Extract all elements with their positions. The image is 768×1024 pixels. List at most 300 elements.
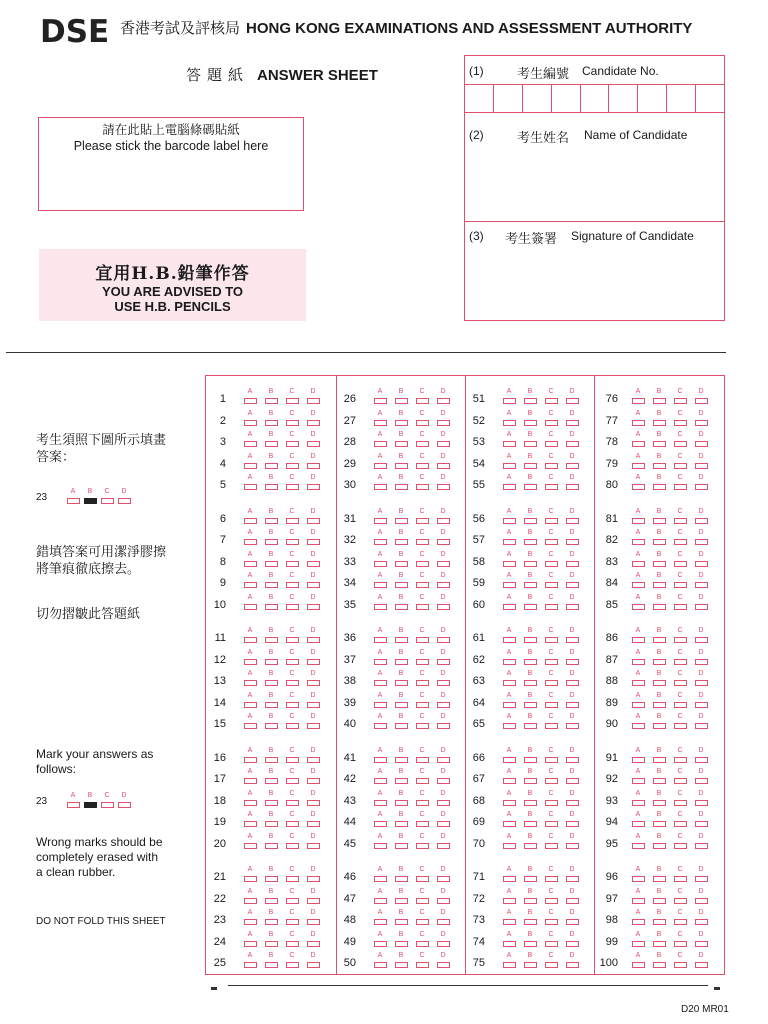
answer-bubble-c[interactable] bbox=[415, 625, 429, 645]
answer-bubble-c[interactable] bbox=[544, 451, 558, 471]
answer-bubble-a[interactable] bbox=[631, 527, 645, 547]
answer-bubble-b[interactable] bbox=[523, 451, 537, 471]
answer-bubble-a[interactable] bbox=[373, 950, 387, 970]
answer-bubble-d[interactable] bbox=[565, 527, 579, 547]
answer-bubble-c[interactable] bbox=[544, 527, 558, 547]
answer-bubble-c[interactable] bbox=[285, 625, 299, 645]
answer-bubble-a[interactable] bbox=[502, 864, 516, 884]
answer-bubble-c[interactable] bbox=[544, 766, 558, 786]
answer-bubble-d[interactable] bbox=[565, 745, 579, 765]
answer-bubble-c[interactable] bbox=[415, 766, 429, 786]
answer-bubble-d[interactable] bbox=[436, 745, 450, 765]
answer-bubble-d[interactable] bbox=[306, 950, 320, 970]
answer-bubble-d[interactable] bbox=[565, 451, 579, 471]
answer-bubble-d[interactable] bbox=[694, 451, 708, 471]
answer-bubble-b[interactable] bbox=[523, 408, 537, 428]
answer-bubble-b[interactable] bbox=[523, 864, 537, 884]
answer-bubble-b[interactable] bbox=[523, 592, 537, 612]
answer-bubble-d[interactable] bbox=[117, 486, 131, 506]
answer-bubble-b[interactable] bbox=[394, 950, 408, 970]
answer-bubble-c[interactable] bbox=[544, 647, 558, 667]
answer-bubble-c[interactable] bbox=[673, 570, 687, 590]
answer-bubble-d[interactable] bbox=[436, 950, 450, 970]
answer-bubble-b[interactable] bbox=[652, 886, 666, 906]
answer-bubble-b[interactable] bbox=[523, 690, 537, 710]
answer-bubble-d[interactable] bbox=[565, 429, 579, 449]
answer-bubble-a[interactable] bbox=[243, 451, 257, 471]
answer-bubble-a[interactable] bbox=[631, 647, 645, 667]
answer-bubble-c[interactable] bbox=[285, 429, 299, 449]
answer-bubble-b[interactable] bbox=[394, 831, 408, 851]
answer-bubble-b[interactable] bbox=[394, 788, 408, 808]
answer-bubble-d[interactable] bbox=[565, 386, 579, 406]
answer-bubble-a[interactable] bbox=[373, 907, 387, 927]
answer-bubble-d[interactable] bbox=[436, 549, 450, 569]
answer-bubble-b[interactable] bbox=[394, 886, 408, 906]
answer-bubble-a[interactable] bbox=[243, 570, 257, 590]
answer-bubble-b[interactable] bbox=[394, 592, 408, 612]
answer-bubble-d[interactable] bbox=[565, 625, 579, 645]
answer-bubble-a[interactable] bbox=[502, 549, 516, 569]
answer-bubble-c[interactable] bbox=[544, 831, 558, 851]
answer-bubble-b[interactable] bbox=[523, 506, 537, 526]
answer-bubble-c[interactable] bbox=[673, 745, 687, 765]
answer-bubble-c[interactable] bbox=[285, 831, 299, 851]
answer-bubble-a[interactable] bbox=[243, 809, 257, 829]
answer-bubble-b[interactable] bbox=[652, 472, 666, 492]
answer-bubble-b[interactable] bbox=[523, 549, 537, 569]
answer-bubble-c[interactable] bbox=[415, 386, 429, 406]
answer-bubble-a[interactable] bbox=[243, 429, 257, 449]
answer-bubble-c[interactable] bbox=[673, 907, 687, 927]
answer-bubble-a[interactable] bbox=[631, 549, 645, 569]
answer-bubble-d[interactable] bbox=[306, 386, 320, 406]
answer-bubble-b[interactable] bbox=[264, 408, 278, 428]
answer-bubble-d[interactable] bbox=[565, 570, 579, 590]
answer-bubble-d[interactable] bbox=[565, 788, 579, 808]
answer-bubble-a[interactable] bbox=[243, 506, 257, 526]
answer-bubble-c[interactable] bbox=[285, 668, 299, 688]
answer-bubble-b[interactable] bbox=[264, 766, 278, 786]
answer-bubble-c[interactable] bbox=[415, 570, 429, 590]
answer-bubble-b[interactable] bbox=[394, 408, 408, 428]
answer-bubble-d[interactable] bbox=[436, 668, 450, 688]
answer-bubble-d[interactable] bbox=[436, 570, 450, 590]
candidate-number-cell[interactable] bbox=[581, 85, 610, 112]
answer-bubble-c[interactable] bbox=[100, 486, 114, 506]
answer-bubble-d[interactable] bbox=[306, 711, 320, 731]
answer-bubble-a[interactable] bbox=[243, 592, 257, 612]
answer-bubble-d[interactable] bbox=[306, 809, 320, 829]
answer-bubble-c[interactable] bbox=[673, 625, 687, 645]
answer-bubble-a[interactable] bbox=[66, 486, 80, 506]
answer-bubble-b[interactable] bbox=[523, 950, 537, 970]
answer-bubble-b[interactable] bbox=[652, 625, 666, 645]
answer-bubble-b[interactable] bbox=[523, 386, 537, 406]
answer-bubble-c[interactable] bbox=[544, 472, 558, 492]
answer-bubble-c[interactable] bbox=[285, 690, 299, 710]
answer-bubble-b[interactable] bbox=[394, 472, 408, 492]
answer-bubble-a[interactable] bbox=[502, 907, 516, 927]
answer-bubble-d[interactable] bbox=[306, 506, 320, 526]
answer-bubble-c[interactable] bbox=[285, 592, 299, 612]
answer-bubble-b[interactable] bbox=[523, 929, 537, 949]
answer-bubble-c[interactable] bbox=[285, 451, 299, 471]
answer-bubble-a[interactable] bbox=[502, 766, 516, 786]
answer-bubble-a[interactable] bbox=[631, 429, 645, 449]
answer-bubble-c[interactable] bbox=[415, 592, 429, 612]
answer-bubble-c[interactable] bbox=[100, 790, 114, 810]
answer-bubble-d[interactable] bbox=[694, 711, 708, 731]
answer-bubble-d[interactable] bbox=[436, 788, 450, 808]
answer-bubble-c[interactable] bbox=[673, 788, 687, 808]
candidate-number-cell[interactable] bbox=[465, 85, 494, 112]
answer-bubble-d[interactable] bbox=[565, 506, 579, 526]
answer-bubble-a[interactable] bbox=[243, 950, 257, 970]
answer-bubble-c[interactable] bbox=[415, 950, 429, 970]
answer-bubble-a[interactable] bbox=[243, 549, 257, 569]
answer-bubble-a[interactable] bbox=[243, 647, 257, 667]
answer-bubble-b[interactable] bbox=[652, 451, 666, 471]
answer-bubble-a[interactable] bbox=[373, 745, 387, 765]
answer-bubble-c[interactable] bbox=[285, 788, 299, 808]
answer-bubble-d[interactable] bbox=[565, 592, 579, 612]
answer-bubble-b[interactable] bbox=[652, 809, 666, 829]
answer-bubble-b[interactable] bbox=[652, 766, 666, 786]
answer-bubble-c[interactable] bbox=[673, 929, 687, 949]
answer-bubble-c[interactable] bbox=[285, 527, 299, 547]
answer-bubble-d[interactable] bbox=[306, 549, 320, 569]
answer-bubble-a[interactable] bbox=[631, 690, 645, 710]
answer-bubble-b[interactable] bbox=[652, 429, 666, 449]
answer-bubble-d[interactable] bbox=[306, 647, 320, 667]
answer-bubble-b[interactable] bbox=[394, 711, 408, 731]
answer-bubble-a[interactable] bbox=[502, 886, 516, 906]
answer-bubble-c[interactable] bbox=[673, 549, 687, 569]
answer-bubble-d[interactable] bbox=[306, 766, 320, 786]
answer-bubble-a[interactable] bbox=[373, 386, 387, 406]
answer-bubble-d[interactable] bbox=[436, 886, 450, 906]
answer-bubble-c[interactable] bbox=[544, 809, 558, 829]
answer-bubble-d[interactable] bbox=[436, 690, 450, 710]
answer-bubble-b[interactable] bbox=[264, 788, 278, 808]
answer-bubble-a[interactable] bbox=[502, 592, 516, 612]
answer-bubble-a[interactable] bbox=[502, 711, 516, 731]
answer-bubble-a[interactable] bbox=[631, 472, 645, 492]
answer-bubble-b[interactable] bbox=[652, 570, 666, 590]
answer-bubble-a[interactable] bbox=[373, 766, 387, 786]
answer-bubble-c[interactable] bbox=[673, 408, 687, 428]
answer-bubble-b[interactable] bbox=[264, 527, 278, 547]
answer-bubble-d[interactable] bbox=[694, 472, 708, 492]
answer-bubble-b[interactable] bbox=[264, 929, 278, 949]
answer-bubble-b[interactable] bbox=[523, 711, 537, 731]
answer-bubble-a[interactable] bbox=[243, 625, 257, 645]
answer-bubble-b[interactable] bbox=[264, 451, 278, 471]
answer-bubble-b[interactable] bbox=[523, 527, 537, 547]
answer-bubble-a[interactable] bbox=[502, 809, 516, 829]
answer-bubble-a[interactable] bbox=[631, 506, 645, 526]
answer-bubble-a[interactable] bbox=[631, 451, 645, 471]
answer-bubble-b[interactable] bbox=[83, 790, 97, 810]
answer-bubble-b[interactable] bbox=[394, 766, 408, 786]
answer-bubble-b[interactable] bbox=[394, 570, 408, 590]
answer-bubble-b[interactable] bbox=[652, 788, 666, 808]
answer-bubble-c[interactable] bbox=[285, 506, 299, 526]
answer-bubble-a[interactable] bbox=[373, 831, 387, 851]
answer-bubble-a[interactable] bbox=[631, 668, 645, 688]
answer-bubble-a[interactable] bbox=[373, 408, 387, 428]
answer-bubble-c[interactable] bbox=[415, 690, 429, 710]
answer-bubble-d[interactable] bbox=[694, 788, 708, 808]
answer-bubble-a[interactable] bbox=[66, 790, 80, 810]
answer-bubble-a[interactable] bbox=[502, 788, 516, 808]
answer-bubble-b[interactable] bbox=[652, 549, 666, 569]
candidate-number-cell[interactable] bbox=[667, 85, 696, 112]
candidate-number-cell[interactable] bbox=[638, 85, 667, 112]
answer-bubble-b[interactable] bbox=[652, 527, 666, 547]
answer-bubble-a[interactable] bbox=[631, 592, 645, 612]
answer-bubble-d[interactable] bbox=[306, 886, 320, 906]
answer-bubble-c[interactable] bbox=[285, 929, 299, 949]
answer-bubble-a[interactable] bbox=[243, 386, 257, 406]
answer-bubble-a[interactable] bbox=[631, 788, 645, 808]
answer-bubble-b[interactable] bbox=[264, 549, 278, 569]
answer-bubble-b[interactable] bbox=[264, 864, 278, 884]
answer-bubble-b[interactable] bbox=[394, 549, 408, 569]
answer-bubble-b[interactable] bbox=[264, 745, 278, 765]
answer-bubble-c[interactable] bbox=[285, 886, 299, 906]
answer-bubble-d[interactable] bbox=[565, 549, 579, 569]
answer-bubble-b[interactable] bbox=[523, 668, 537, 688]
answer-bubble-a[interactable] bbox=[243, 766, 257, 786]
answer-bubble-b[interactable] bbox=[394, 506, 408, 526]
candidate-number-cell[interactable] bbox=[609, 85, 638, 112]
answer-bubble-d[interactable] bbox=[694, 527, 708, 547]
answer-bubble-d[interactable] bbox=[436, 592, 450, 612]
answer-bubble-c[interactable] bbox=[285, 711, 299, 731]
answer-bubble-c[interactable] bbox=[415, 472, 429, 492]
answer-bubble-a[interactable] bbox=[373, 592, 387, 612]
answer-bubble-a[interactable] bbox=[373, 668, 387, 688]
answer-bubble-a[interactable] bbox=[502, 831, 516, 851]
answer-bubble-c[interactable] bbox=[415, 831, 429, 851]
answer-bubble-c[interactable] bbox=[285, 809, 299, 829]
answer-bubble-a[interactable] bbox=[373, 647, 387, 667]
answer-bubble-c[interactable] bbox=[544, 907, 558, 927]
answer-bubble-d[interactable] bbox=[306, 745, 320, 765]
answer-bubble-a[interactable] bbox=[502, 429, 516, 449]
answer-bubble-a[interactable] bbox=[502, 647, 516, 667]
answer-bubble-d[interactable] bbox=[306, 625, 320, 645]
answer-bubble-c[interactable] bbox=[544, 886, 558, 906]
answer-bubble-a[interactable] bbox=[243, 831, 257, 851]
answer-bubble-d[interactable] bbox=[694, 506, 708, 526]
answer-bubble-d[interactable] bbox=[565, 886, 579, 906]
answer-bubble-c[interactable] bbox=[673, 527, 687, 547]
answer-bubble-a[interactable] bbox=[243, 788, 257, 808]
answer-bubble-b[interactable] bbox=[264, 711, 278, 731]
answer-bubble-b[interactable] bbox=[652, 408, 666, 428]
answer-bubble-c[interactable] bbox=[285, 472, 299, 492]
answer-bubble-d[interactable] bbox=[694, 766, 708, 786]
answer-bubble-d[interactable] bbox=[565, 864, 579, 884]
answer-bubble-a[interactable] bbox=[631, 907, 645, 927]
answer-bubble-a[interactable] bbox=[631, 864, 645, 884]
answer-bubble-d[interactable] bbox=[565, 668, 579, 688]
answer-bubble-c[interactable] bbox=[544, 506, 558, 526]
answer-bubble-d[interactable] bbox=[306, 831, 320, 851]
answer-bubble-d[interactable] bbox=[436, 625, 450, 645]
answer-bubble-a[interactable] bbox=[502, 690, 516, 710]
answer-bubble-b[interactable] bbox=[523, 907, 537, 927]
answer-bubble-c[interactable] bbox=[673, 711, 687, 731]
answer-bubble-d[interactable] bbox=[306, 592, 320, 612]
answer-bubble-a[interactable] bbox=[373, 625, 387, 645]
answer-bubble-c[interactable] bbox=[673, 831, 687, 851]
answer-bubble-b[interactable] bbox=[652, 592, 666, 612]
answer-bubble-a[interactable] bbox=[373, 472, 387, 492]
answer-bubble-c[interactable] bbox=[415, 429, 429, 449]
answer-bubble-a[interactable] bbox=[631, 408, 645, 428]
answer-bubble-b[interactable] bbox=[394, 668, 408, 688]
answer-bubble-a[interactable] bbox=[373, 451, 387, 471]
answer-bubble-c[interactable] bbox=[285, 766, 299, 786]
answer-bubble-c[interactable] bbox=[415, 668, 429, 688]
answer-bubble-c[interactable] bbox=[673, 506, 687, 526]
answer-bubble-d[interactable] bbox=[694, 907, 708, 927]
answer-bubble-b[interactable] bbox=[523, 429, 537, 449]
answer-bubble-b[interactable] bbox=[394, 690, 408, 710]
answer-bubble-b[interactable] bbox=[652, 831, 666, 851]
answer-bubble-a[interactable] bbox=[502, 386, 516, 406]
answer-bubble-b[interactable] bbox=[652, 864, 666, 884]
answer-bubble-a[interactable] bbox=[631, 745, 645, 765]
answer-bubble-a[interactable] bbox=[502, 472, 516, 492]
answer-bubble-b[interactable] bbox=[264, 690, 278, 710]
answer-bubble-d[interactable] bbox=[565, 690, 579, 710]
answer-bubble-d[interactable] bbox=[306, 788, 320, 808]
answer-bubble-b[interactable] bbox=[394, 625, 408, 645]
answer-bubble-d[interactable] bbox=[436, 408, 450, 428]
answer-bubble-a[interactable] bbox=[502, 668, 516, 688]
candidate-number-cell[interactable] bbox=[696, 85, 724, 112]
answer-bubble-d[interactable] bbox=[565, 711, 579, 731]
answer-bubble-a[interactable] bbox=[502, 745, 516, 765]
answer-bubble-b[interactable] bbox=[652, 506, 666, 526]
answer-bubble-b[interactable] bbox=[264, 647, 278, 667]
answer-bubble-b[interactable] bbox=[523, 570, 537, 590]
answer-bubble-c[interactable] bbox=[285, 408, 299, 428]
answer-bubble-a[interactable] bbox=[502, 929, 516, 949]
answer-bubble-d[interactable] bbox=[436, 451, 450, 471]
answer-bubble-d[interactable] bbox=[694, 745, 708, 765]
answer-bubble-a[interactable] bbox=[631, 886, 645, 906]
answer-bubble-c[interactable] bbox=[544, 929, 558, 949]
answer-bubble-a[interactable] bbox=[502, 451, 516, 471]
answer-bubble-d[interactable] bbox=[694, 647, 708, 667]
answer-bubble-a[interactable] bbox=[631, 929, 645, 949]
answer-bubble-c[interactable] bbox=[673, 766, 687, 786]
answer-bubble-b[interactable] bbox=[523, 745, 537, 765]
answer-bubble-c[interactable] bbox=[415, 886, 429, 906]
answer-bubble-a[interactable] bbox=[631, 809, 645, 829]
answer-bubble-b[interactable] bbox=[652, 929, 666, 949]
answer-bubble-a[interactable] bbox=[373, 886, 387, 906]
answer-bubble-b[interactable] bbox=[652, 668, 666, 688]
answer-bubble-a[interactable] bbox=[373, 788, 387, 808]
answer-bubble-b[interactable] bbox=[83, 486, 97, 506]
answer-bubble-c[interactable] bbox=[544, 711, 558, 731]
answer-bubble-a[interactable] bbox=[373, 527, 387, 547]
answer-bubble-d[interactable] bbox=[436, 429, 450, 449]
answer-bubble-b[interactable] bbox=[652, 386, 666, 406]
answer-bubble-d[interactable] bbox=[306, 451, 320, 471]
answer-bubble-c[interactable] bbox=[673, 472, 687, 492]
answer-bubble-c[interactable] bbox=[415, 549, 429, 569]
answer-bubble-d[interactable] bbox=[694, 668, 708, 688]
answer-bubble-d[interactable] bbox=[306, 907, 320, 927]
answer-bubble-d[interactable] bbox=[565, 766, 579, 786]
answer-bubble-d[interactable] bbox=[694, 831, 708, 851]
answer-bubble-b[interactable] bbox=[523, 886, 537, 906]
answer-bubble-c[interactable] bbox=[673, 592, 687, 612]
answer-bubble-b[interactable] bbox=[394, 745, 408, 765]
answer-bubble-b[interactable] bbox=[264, 950, 278, 970]
answer-bubble-d[interactable] bbox=[436, 766, 450, 786]
answer-bubble-b[interactable] bbox=[523, 809, 537, 829]
answer-bubble-b[interactable] bbox=[394, 929, 408, 949]
answer-bubble-d[interactable] bbox=[306, 929, 320, 949]
answer-bubble-b[interactable] bbox=[652, 745, 666, 765]
answer-bubble-b[interactable] bbox=[264, 809, 278, 829]
answer-bubble-a[interactable] bbox=[373, 570, 387, 590]
answer-bubble-d[interactable] bbox=[565, 647, 579, 667]
answer-bubble-d[interactable] bbox=[306, 690, 320, 710]
answer-bubble-d[interactable] bbox=[565, 472, 579, 492]
answer-bubble-c[interactable] bbox=[544, 386, 558, 406]
answer-bubble-a[interactable] bbox=[631, 625, 645, 645]
answer-bubble-d[interactable] bbox=[436, 647, 450, 667]
answer-bubble-b[interactable] bbox=[523, 625, 537, 645]
answer-bubble-b[interactable] bbox=[652, 711, 666, 731]
answer-bubble-d[interactable] bbox=[694, 690, 708, 710]
answer-bubble-d[interactable] bbox=[436, 831, 450, 851]
answer-bubble-d[interactable] bbox=[306, 472, 320, 492]
answer-bubble-d[interactable] bbox=[436, 929, 450, 949]
answer-bubble-c[interactable] bbox=[673, 864, 687, 884]
answer-bubble-c[interactable] bbox=[415, 408, 429, 428]
answer-bubble-c[interactable] bbox=[673, 451, 687, 471]
answer-bubble-c[interactable] bbox=[673, 386, 687, 406]
answer-bubble-a[interactable] bbox=[502, 506, 516, 526]
answer-bubble-b[interactable] bbox=[523, 766, 537, 786]
answer-bubble-d[interactable] bbox=[436, 386, 450, 406]
answer-bubble-b[interactable] bbox=[523, 647, 537, 667]
answer-bubble-a[interactable] bbox=[502, 625, 516, 645]
answer-bubble-c[interactable] bbox=[285, 647, 299, 667]
answer-bubble-c[interactable] bbox=[415, 745, 429, 765]
candidate-name-field[interactable] bbox=[465, 146, 724, 220]
answer-bubble-d[interactable] bbox=[306, 668, 320, 688]
answer-bubble-c[interactable] bbox=[415, 864, 429, 884]
answer-bubble-c[interactable] bbox=[673, 668, 687, 688]
answer-bubble-d[interactable] bbox=[694, 570, 708, 590]
answer-bubble-b[interactable] bbox=[652, 907, 666, 927]
answer-bubble-b[interactable] bbox=[264, 429, 278, 449]
answer-bubble-b[interactable] bbox=[264, 592, 278, 612]
answer-bubble-c[interactable] bbox=[673, 647, 687, 667]
